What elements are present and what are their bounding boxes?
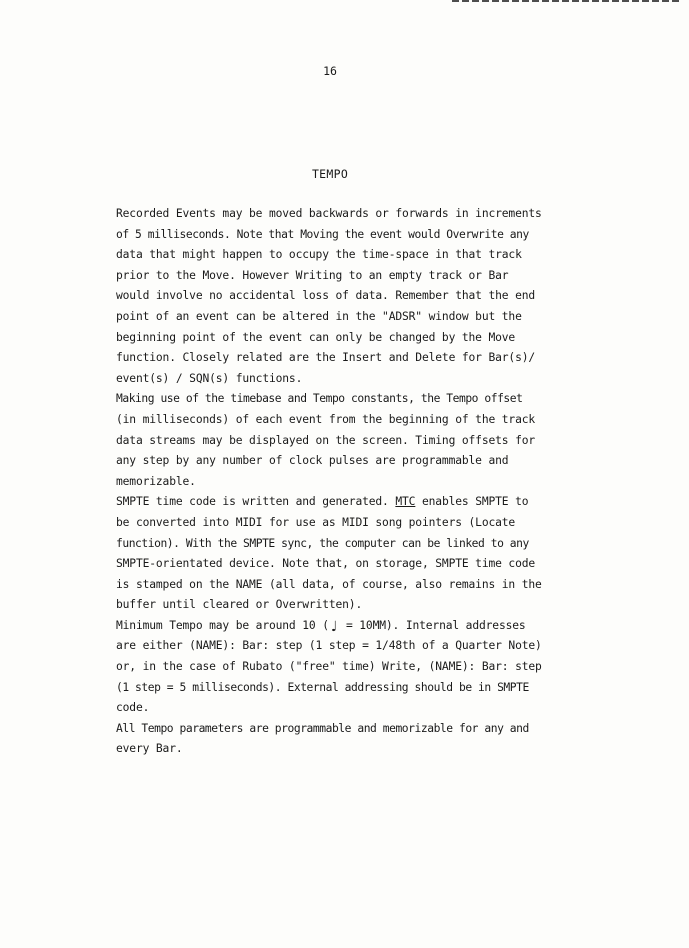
quarter-note-icon: ♩: [330, 618, 338, 635]
text-line: prior to the Move. However Writing to an empty track or Bar: [116, 268, 509, 282]
text-line: event(s) / SQN(s) functions.: [116, 371, 303, 385]
text-line-tempo: [116, 616, 566, 637]
text-line: SMPTE-orientated device. Note that, on storage, SMPTE time code: [116, 557, 536, 571]
text-line: function. Closely related are the Insert and Delete for Bar(s)/: [116, 351, 536, 365]
text-line: code.: [116, 701, 150, 715]
text-line: (1 step = 5 milliseconds). External addressing should be in SMPTE: [116, 680, 529, 694]
text-line: are either (NAME): Bar: step (1 step = 1/48th of a Quarter Note): [116, 639, 542, 653]
text-line: Making use of the timebase and Tempo constants, the Tempo offset: [116, 392, 523, 406]
body-text: [116, 204, 566, 760]
text-line: every Bar.: [116, 742, 183, 756]
text-line: function). With the SMPTE sync, the computer can be linked to any: [116, 536, 529, 550]
text-line: (in milliseconds) of each event from the beginning of the track: [116, 412, 536, 426]
top-edge-rule: [452, 0, 682, 2]
page-number: 16: [323, 64, 337, 78]
text-line: buffer until cleared or Overwritten).: [116, 598, 363, 612]
mtc-term: MTC: [395, 495, 416, 509]
line-start: Minimum Tempo may be around 10 (: [116, 618, 329, 632]
text-line: or, in the case of Rubato ("free" time) Write, (NAME): Bar: step: [116, 660, 542, 674]
text-line: beginning point of the event can only be changed by the Move: [116, 330, 516, 344]
text-line: Recorded Events may be moved backwards or forwards in increments: [116, 207, 542, 220]
line-end: = 10MM). Internal addresses: [339, 618, 526, 632]
text-line: any step by any number of clock pulses are programmable and: [116, 454, 509, 468]
text-line: All Tempo parameters are programmable and memorizable for any and: [116, 721, 529, 735]
text-line: data streams may be displayed on the screen. Timing offsets for: [116, 433, 536, 447]
text-line: be converted into MIDI for use as MIDI song pointers (Locate: [116, 515, 516, 529]
text-line: is stamped on the NAME (all data, of course, also remains in the: [116, 577, 542, 591]
line-end: enables SMPTE to: [415, 495, 529, 509]
section-title: TEMPO: [311, 167, 349, 181]
line-start: SMPTE time code is written and generated.: [116, 495, 389, 509]
text-line: of 5 milliseconds. Note that Moving the event would Overwrite any: [116, 227, 529, 241]
text-line: memorizable.: [116, 474, 196, 488]
text-line: point of an event can be altered in the "ADSR" window but the: [116, 309, 522, 323]
text-line: data that might happen to occupy the time-space in that track: [116, 248, 522, 262]
text-line: would involve no accidental loss of data. Remember that the end: [116, 289, 536, 303]
text-line-mtc: [116, 492, 566, 513]
